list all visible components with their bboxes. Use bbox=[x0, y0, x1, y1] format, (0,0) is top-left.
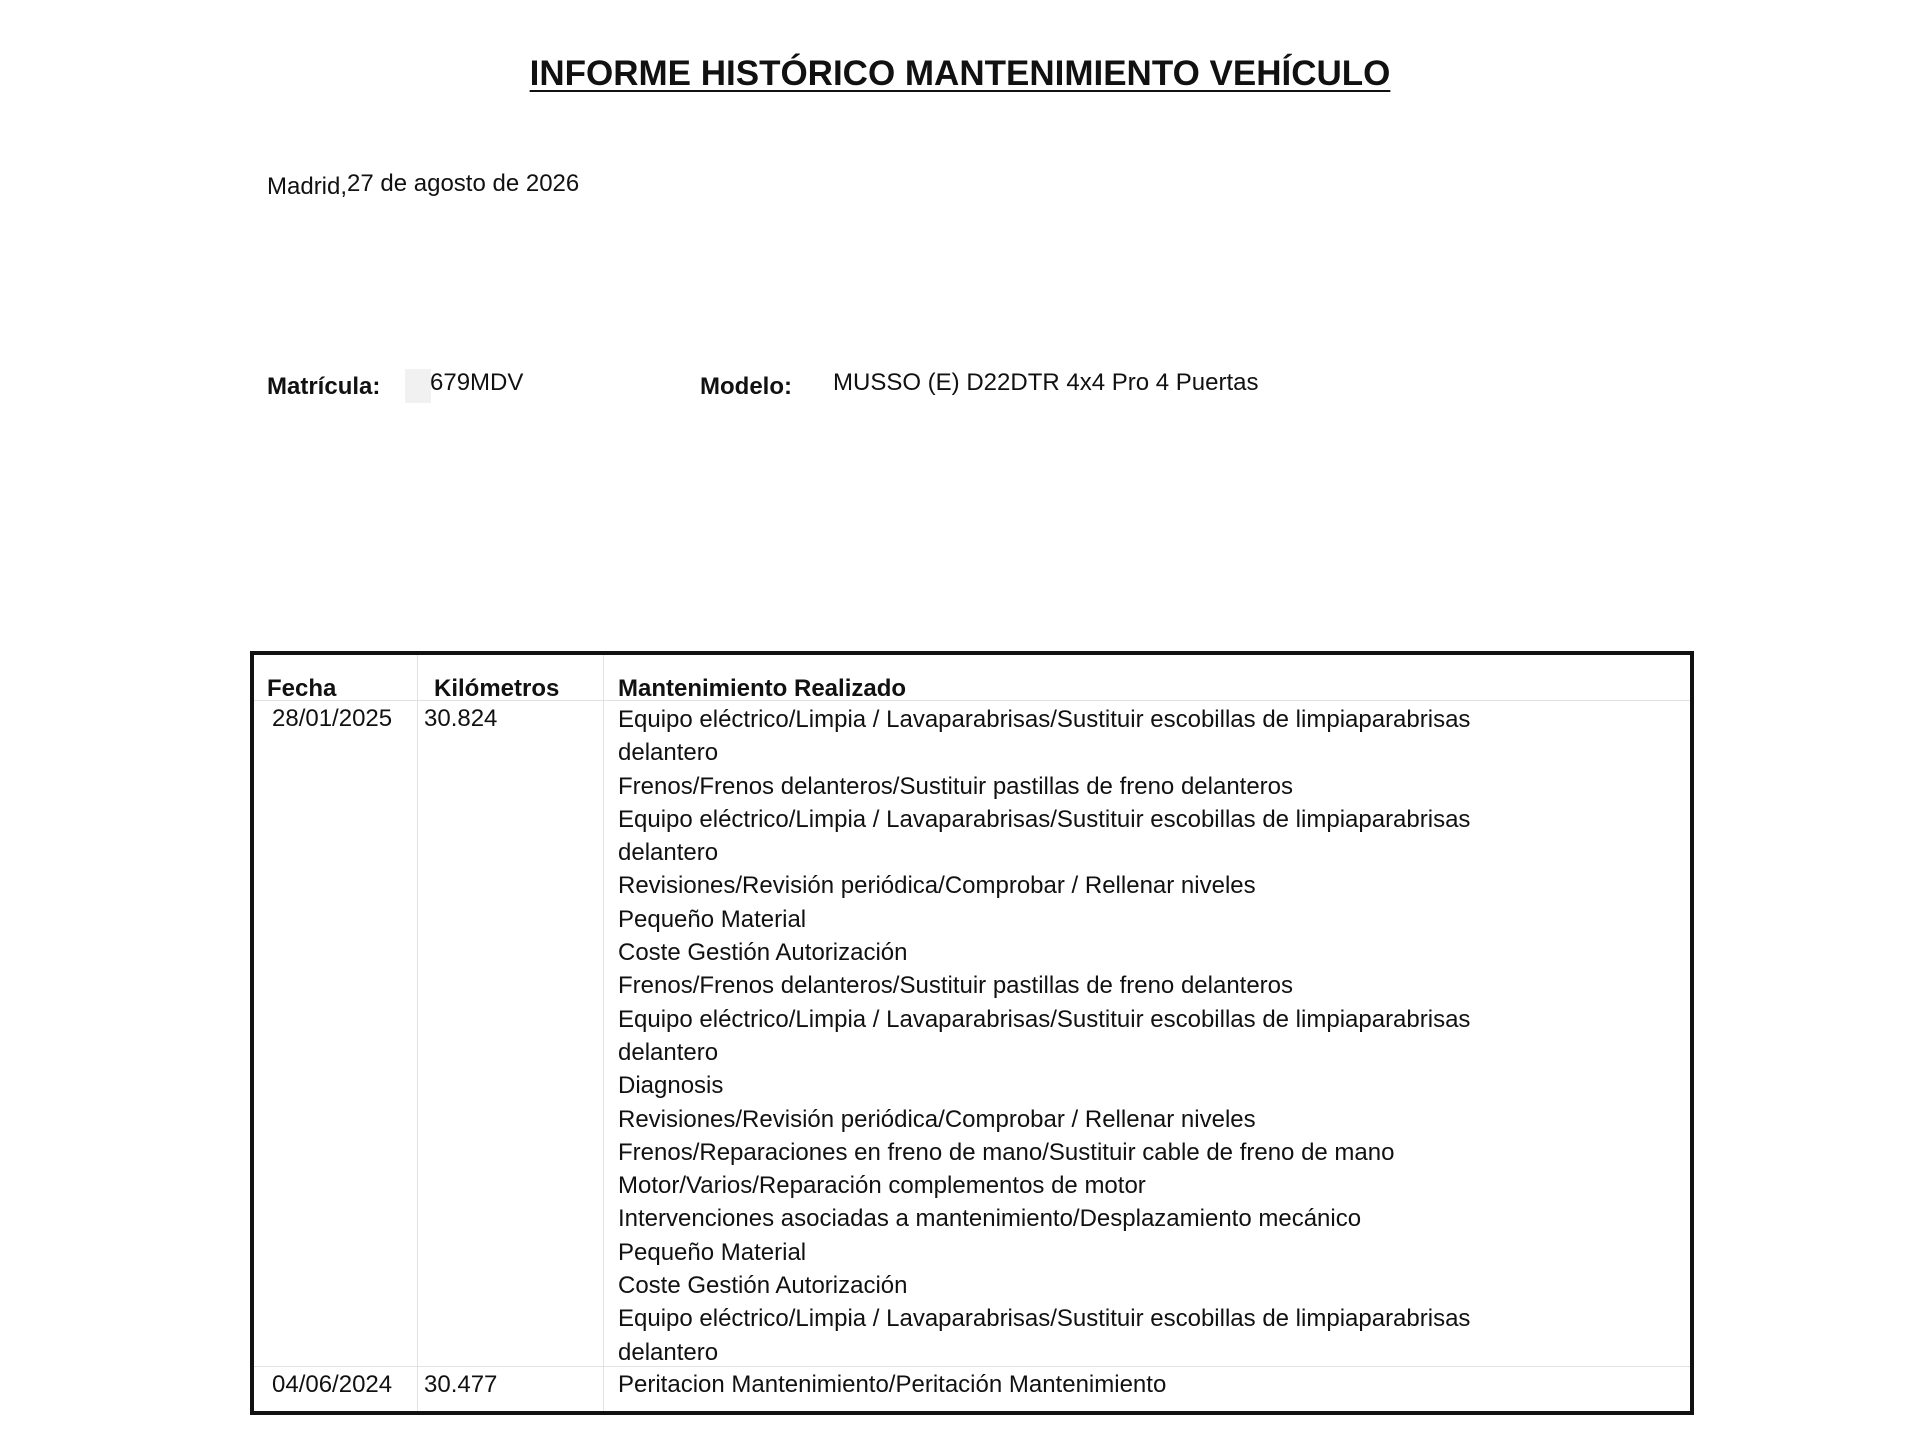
model-value: MUSSO (E) D22DTR 4x4 Pro 4 Puertas bbox=[833, 369, 1259, 396]
maintenance-item: Coste Gestión Autorización bbox=[618, 1272, 908, 1300]
maintenance-item: Intervenciones asociadas a mantenimiento/Desplazamiento mecánico bbox=[618, 1205, 1362, 1233]
column-divider bbox=[417, 655, 418, 1411]
place-date bbox=[267, 170, 579, 198]
row1-maintenance-list bbox=[618, 703, 1518, 1369]
maintenance-item: Diagnosis bbox=[618, 1072, 724, 1100]
header-maintenance: Mantenimiento Realizado bbox=[618, 675, 907, 702]
row2-date: 04/06/2024 bbox=[272, 1371, 393, 1398]
maintenance-item: Revisiones/Revisión periódica/Comprobar / Rellenar niveles bbox=[618, 1105, 1256, 1133]
maintenance-item: Equipo eléctrico/Limpia / Lavaparabrisas/Sustituir escobillas de limpiaparabrisas delantero bbox=[618, 805, 1471, 867]
maintenance-item: Peritacion Mantenimiento/Peritación Mantenimiento bbox=[618, 1371, 1167, 1398]
plate-value: 679MDV bbox=[430, 369, 524, 396]
column-divider bbox=[603, 655, 604, 1411]
maintenance-item: Frenos/Frenos delanteros/Sustituir pastillas de freno delanteros bbox=[618, 772, 1294, 800]
report-date: 27 de agosto de 2026 bbox=[347, 170, 580, 197]
row1-date: 28/01/2025 bbox=[272, 705, 393, 732]
maintenance-item: Pequeño Material bbox=[618, 1238, 807, 1266]
row1-km: 30.824 bbox=[424, 705, 498, 732]
maintenance-item: Pequeño Material bbox=[618, 905, 807, 933]
maintenance-item: Frenos/Frenos delanteros/Sustituir pastillas de freno delanteros bbox=[618, 972, 1294, 1000]
row2-km: 30.477 bbox=[424, 1371, 498, 1398]
city: Madrid, bbox=[267, 173, 348, 200]
plate-label: Matrícula: bbox=[267, 373, 381, 400]
header-km: Kilómetros bbox=[434, 675, 560, 702]
maintenance-table bbox=[250, 651, 1694, 1415]
maintenance-item: Coste Gestión Autorización bbox=[618, 939, 908, 967]
maintenance-item: Motor/Varios/Reparación complementos de motor bbox=[618, 1172, 1146, 1200]
header-date: Fecha bbox=[267, 675, 337, 702]
maintenance-item: Equipo eléctrico/Limpia / Lavaparabrisas/Sustituir escobillas de limpiaparabrisas delantero bbox=[618, 1005, 1471, 1066]
page-title: INFORME HISTÓRICO MANTENIMIENTO VEHÍCULO bbox=[529, 54, 1391, 93]
redaction-mark bbox=[405, 369, 431, 403]
maintenance-item: Revisiones/Revisión periódica/Comprobar / Rellenar niveles bbox=[618, 872, 1256, 900]
model-label: Modelo: bbox=[700, 373, 792, 400]
maintenance-item: Equipo eléctrico/Limpia / Lavaparabrisas/Sustituir escobillas de limpiaparabrisas delantero bbox=[618, 706, 1471, 767]
maintenance-item: Frenos/Reparaciones en freno de mano/Sustituir cable de freno de mano bbox=[618, 1138, 1395, 1166]
maintenance-item: Equipo eléctrico/Limpia / Lavaparabrisas/Sustituir escobillas de limpiaparabrisas delantero bbox=[618, 1305, 1471, 1366]
